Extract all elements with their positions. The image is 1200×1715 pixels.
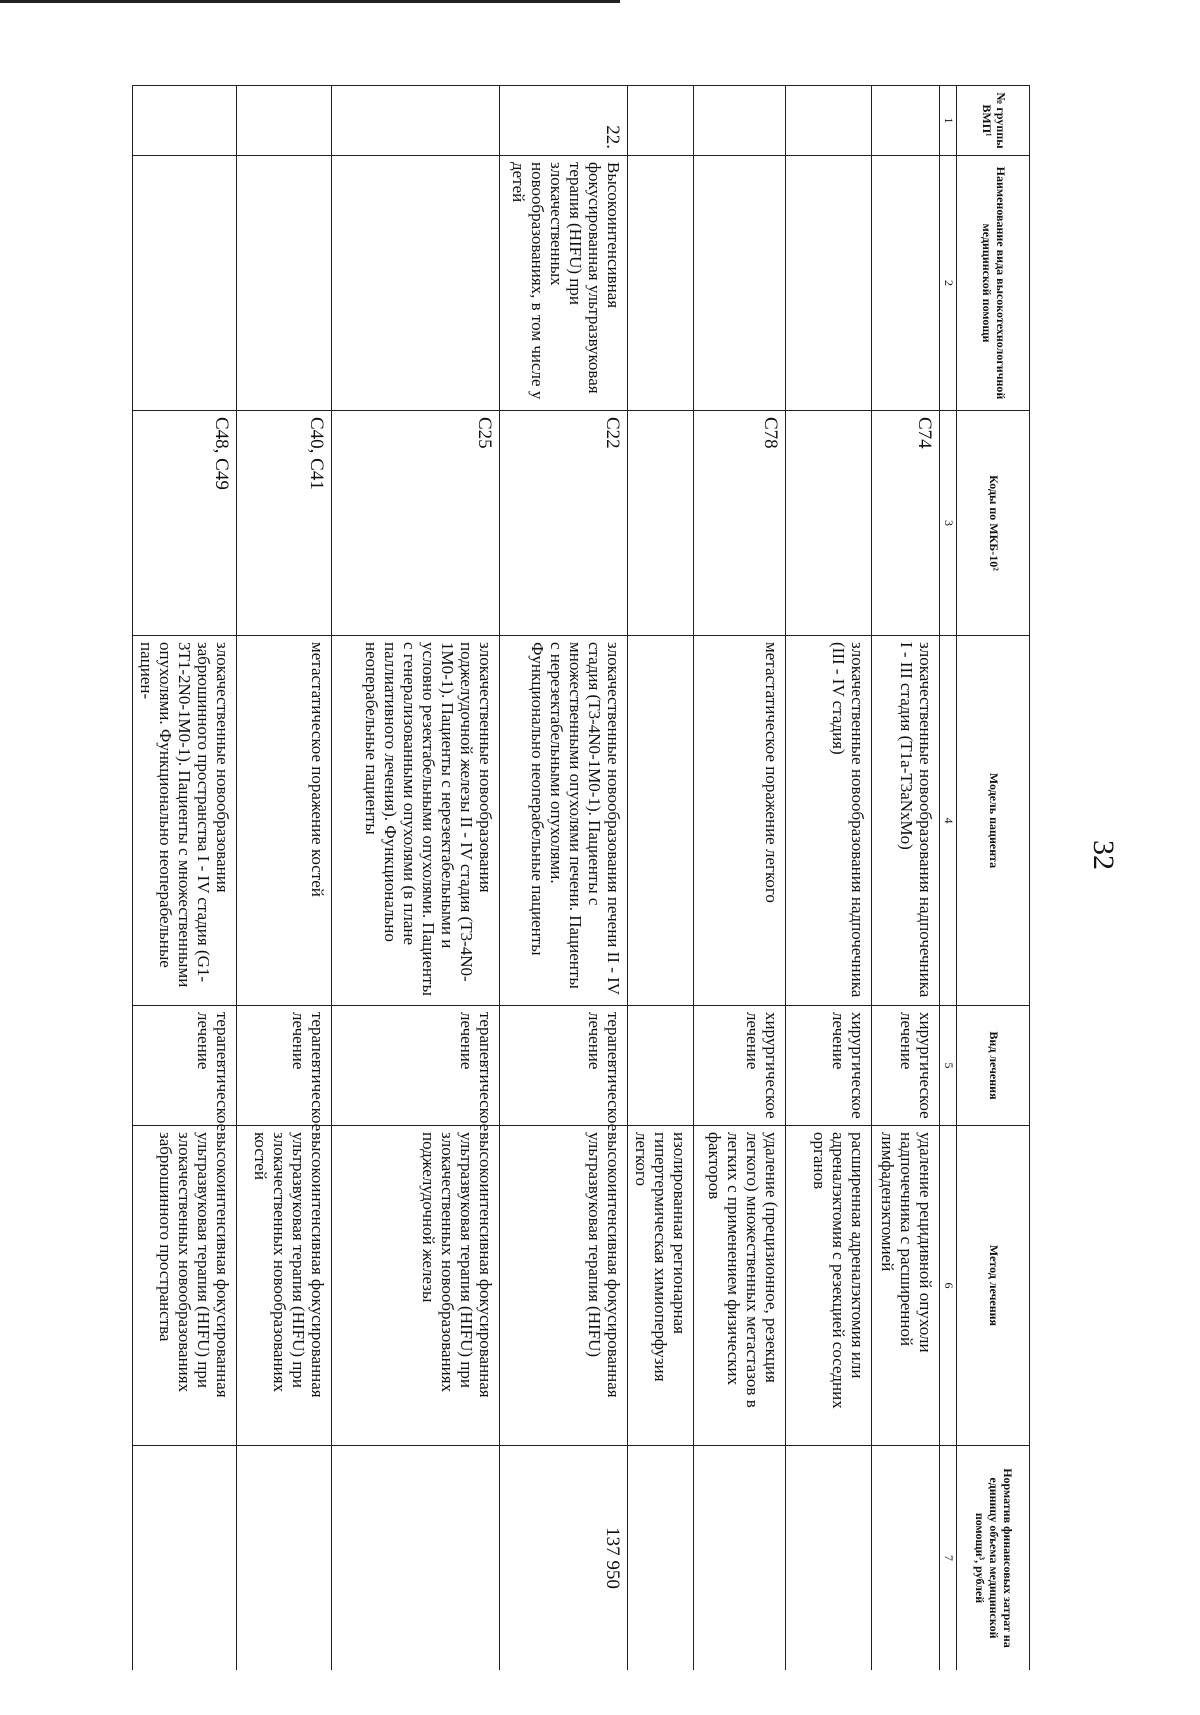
cell-treatment: терапевтическое лечение [331, 1006, 499, 1126]
cell-treatment: терапевтическое лечение [236, 1006, 331, 1126]
table-row [499, 86, 627, 1671]
cell-treatment: терапевтическое лечение [132, 1006, 236, 1126]
cell-method: высокоинтенсивная фокусированная ультразвуковая терапия (HIFU) при злокачественных новообразованиях поджелудочной железы [331, 1126, 499, 1446]
cell-model: злокачественные новообразования поджелудочной железы II - IV стадия (T3-4N0-1M0-1). Пациенты с нерезектабельными и условно резектабельными опухолями. Пациенты с генерализованными опухолями (в плане паллиативного лечения). Функционально неоперабельные пациенты [331, 636, 499, 1006]
cell-name: Высокоинтенсивная фокусированная ультразвуковая терапия (HIFU) при злокачественных новообразованиях, в том числе у детей [499, 156, 627, 411]
cell-treatment: хирургическое лечение [786, 1006, 872, 1126]
cell-cost [331, 1446, 499, 1671]
cell-cost [872, 1446, 940, 1671]
table-row [872, 86, 940, 1671]
cell-name [236, 156, 331, 411]
cell-model: метастатическое поражение легкого [694, 636, 786, 1006]
header-codes: Коды по МКБ-10² [957, 411, 1030, 636]
cell-group [872, 86, 940, 156]
header-group-number: № группы ВМП¹ [957, 86, 1030, 156]
cell-codes: C22 [499, 411, 627, 636]
cell-group [132, 86, 236, 156]
cell-cost [694, 1446, 786, 1671]
scan-edge-line [0, 0, 620, 3]
column-number: 5 [940, 1006, 957, 1126]
cell-name [872, 156, 940, 411]
cell-model: злокачественные новообразования забрюшинного пространства I - IV стадия (G1-3T1-2N0-1M0-1). Пациенты с множественными опухолями. Функционально неоперабельные пациен- [132, 636, 236, 1006]
column-number: 4 [940, 636, 957, 1006]
header-treatment-type: Вид лечения [957, 1006, 1030, 1126]
cell-name [786, 156, 872, 411]
table-row [786, 86, 872, 1671]
table-row [694, 86, 786, 1671]
cell-treatment: хирургическое лечение [694, 1006, 786, 1126]
cell-group [694, 86, 786, 156]
cell-group [236, 86, 331, 156]
cell-treatment: терапевтическое лечение [499, 1006, 627, 1126]
header-patient-model: Модель пациента [957, 636, 1030, 1006]
cell-method: высокоинтенсивная фокусированная ультразвуковая терапия (HIFU) [499, 1126, 627, 1446]
cell-group [786, 86, 872, 156]
table-row [132, 86, 236, 1671]
header-name: Наименование вида высокотехнологичной медицинской помощи [957, 156, 1030, 411]
column-number: 1 [940, 86, 957, 156]
cell-codes: C78 [694, 411, 786, 636]
cell-model [627, 636, 693, 1006]
cell-name [627, 156, 693, 411]
rotated-table-content [90, 85, 1030, 1670]
cell-name [331, 156, 499, 411]
rotated-table-frame [90, 85, 1030, 1670]
cell-name [694, 156, 786, 411]
column-number: 3 [940, 411, 957, 636]
cell-group [331, 86, 499, 156]
cell-codes [786, 411, 872, 636]
table-row [331, 86, 499, 1671]
cell-method: высокоинтенсивная фокусированная ультразвуковая терапия (HIFU) при злокачественных новообразованиях костей [236, 1126, 331, 1446]
cell-codes: C25 [331, 411, 499, 636]
cell-cost [236, 1446, 331, 1671]
cell-codes: C40, C41 [236, 411, 331, 636]
cell-model: злокачественные новообразования надпочечника (III - IV стадия) [786, 636, 872, 1006]
cell-model: метастатическое поражение костей [236, 636, 331, 1006]
cell-cost: 137 950 [499, 1446, 627, 1671]
header-method: Метод лечения [957, 1126, 1030, 1446]
cell-method: высокоинтенсивная фокусированная ультразвуковая терапия (HIFU) при злокачественных новообразованиях забрюшинного пространства [132, 1126, 236, 1446]
cell-cost [132, 1446, 236, 1671]
cell-group [627, 86, 693, 156]
cell-cost [627, 1446, 693, 1671]
cell-codes: C74 [872, 411, 940, 636]
header-cost: Норматив финансовых затрат на единицу объема медицинской помощи³, рублей [957, 1446, 1030, 1671]
cell-model: злокачественные новообразования надпочечника I - III стадия (T1a-T3aNxMo) [872, 636, 940, 1006]
column-number: 6 [940, 1126, 957, 1446]
page-number: 32 [1087, 840, 1120, 870]
column-number-row [940, 86, 957, 1671]
cell-method: расширенная адреналэктомия или адреналэктомия с резекцией соседних органов [786, 1126, 872, 1446]
table-row [236, 86, 331, 1671]
header-row [957, 86, 1030, 1671]
cell-cost [786, 1446, 872, 1671]
cell-treatment: хирургическое лечение [872, 1006, 940, 1126]
cell-group: 22. [499, 86, 627, 156]
cell-method: изолированная регионарная гипертермическая химиоперфузия легкого [627, 1126, 693, 1446]
cell-method: удаление (прецизионное, резекция легкого) множественных метастазов в легких с применением физических факторов [694, 1126, 786, 1446]
cell-name [132, 156, 236, 411]
column-number: 2 [940, 156, 957, 411]
cell-method: удаление рецидивной опухоли надпочечника с расширенной лимфаденэктомией [872, 1126, 940, 1446]
cell-model: злокачественные новообразования печени II - IV стадия (T3-4N0-1M0-1). Пациенты с множественными опухолями печени. Пациенты с нерезектабельными опухолями. Функционально неоперабельные пациенты [499, 636, 627, 1006]
column-number: 7 [940, 1446, 957, 1671]
cell-codes [627, 411, 693, 636]
table-row [627, 86, 693, 1671]
cell-treatment [627, 1006, 693, 1126]
vmp-table [132, 85, 1030, 1670]
cell-codes: C48, C49 [132, 411, 236, 636]
